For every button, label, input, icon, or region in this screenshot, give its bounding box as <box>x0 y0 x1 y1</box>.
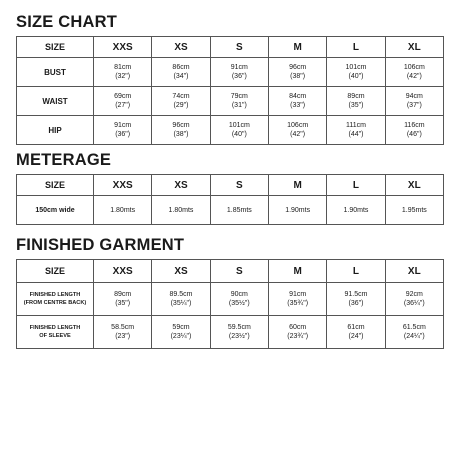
meterage-table <box>16 174 444 225</box>
value-cell: 81cm (32") <box>94 58 152 87</box>
value-cell: 101cm (40") <box>327 58 385 87</box>
value-cell: 90cm (35½") <box>210 283 268 316</box>
header-cell-xxs: XXS <box>94 175 152 196</box>
value-cell: 89.5cm (35¼") <box>152 283 210 316</box>
header-cell-s: S <box>210 37 268 58</box>
header-cell-size: SIZE <box>17 260 94 283</box>
value-cell: 1.85mts <box>210 196 268 225</box>
table-header-row <box>17 175 444 196</box>
table-header-row <box>17 37 444 58</box>
value-cell: 79cm (31") <box>210 87 268 116</box>
value-cell: 96cm (38") <box>152 116 210 145</box>
value-cell: 59cm (23¼") <box>152 316 210 349</box>
table-row-hip <box>17 116 444 145</box>
value-cell: 1.90mts <box>268 196 326 225</box>
row-label: FINISHED LENGTH (FROM CENTRE BACK) <box>17 283 94 316</box>
value-cell: 61cm (24") <box>327 316 385 349</box>
row-label: HIP <box>17 116 94 145</box>
header-cell-m: M <box>268 175 326 196</box>
meterage-section <box>16 150 444 214</box>
finished-garment-title: FINISHED GARMENT <box>16 236 185 254</box>
value-cell: 92cm (36¼") <box>385 283 443 316</box>
value-cell: 74cm (29") <box>152 87 210 116</box>
table-row-bust <box>17 58 444 87</box>
value-cell: 1.90mts <box>327 196 385 225</box>
value-cell: 91cm (35¾") <box>268 283 326 316</box>
value-cell: 58.5cm (23") <box>94 316 152 349</box>
header-cell-xs: XS <box>152 260 210 283</box>
value-cell: 1.95mts <box>385 196 443 225</box>
value-cell: 1.80mts <box>94 196 152 225</box>
row-label: BUST <box>17 58 94 87</box>
table-row-sleeve-length <box>17 316 444 349</box>
header-cell-size: SIZE <box>17 37 94 58</box>
value-cell: 59.5cm (23½") <box>210 316 268 349</box>
header-cell-xl: XL <box>385 37 443 58</box>
header-cell-s: S <box>210 260 268 283</box>
row-label: 150cm wide <box>17 196 94 225</box>
header-cell-l: L <box>327 37 385 58</box>
value-cell: 91cm (36") <box>210 58 268 87</box>
table-row-150cm-wide <box>17 196 444 225</box>
size-chart-section <box>16 12 444 138</box>
size-chart-title: SIZE CHART <box>16 13 117 31</box>
header-cell-xl: XL <box>385 260 443 283</box>
value-cell: 101cm (40") <box>210 116 268 145</box>
value-cell: 116cm (46") <box>385 116 443 145</box>
value-cell: 61.5cm (24¼") <box>385 316 443 349</box>
finished-garment-section <box>16 235 444 340</box>
meterage-title: METERAGE <box>16 151 112 169</box>
table-header-row <box>17 260 444 283</box>
value-cell: 69cm (27") <box>94 87 152 116</box>
value-cell: 89cm (35") <box>94 283 152 316</box>
value-cell: 91cm (36") <box>94 116 152 145</box>
row-label: WAIST <box>17 87 94 116</box>
header-cell-m: M <box>268 260 326 283</box>
table-row-waist <box>17 87 444 116</box>
value-cell: 106cm (42") <box>385 58 443 87</box>
header-cell-xl: XL <box>385 175 443 196</box>
value-cell: 94cm (37") <box>385 87 443 116</box>
value-cell: 111cm (44") <box>327 116 385 145</box>
header-cell-xs: XS <box>152 37 210 58</box>
header-cell-xxs: XXS <box>94 37 152 58</box>
size-chart-table <box>16 36 444 145</box>
header-cell-xs: XS <box>152 175 210 196</box>
value-cell: 106cm (42") <box>268 116 326 145</box>
header-cell-l: L <box>327 260 385 283</box>
header-cell-m: M <box>268 37 326 58</box>
table-row-finished-length <box>17 283 444 316</box>
header-cell-xxs: XXS <box>94 260 152 283</box>
header-cell-l: L <box>327 175 385 196</box>
value-cell: 89cm (35") <box>327 87 385 116</box>
value-cell: 1.80mts <box>152 196 210 225</box>
header-cell-size: SIZE <box>17 175 94 196</box>
value-cell: 96cm (38") <box>268 58 326 87</box>
row-label: FINISHED LENGTH OF SLEEVE <box>17 316 94 349</box>
finished-garment-table <box>16 259 444 349</box>
value-cell: 91.5cm (36") <box>327 283 385 316</box>
value-cell: 84cm (33") <box>268 87 326 116</box>
value-cell: 60cm (23¾") <box>268 316 326 349</box>
value-cell: 86cm (34") <box>152 58 210 87</box>
header-cell-s: S <box>210 175 268 196</box>
